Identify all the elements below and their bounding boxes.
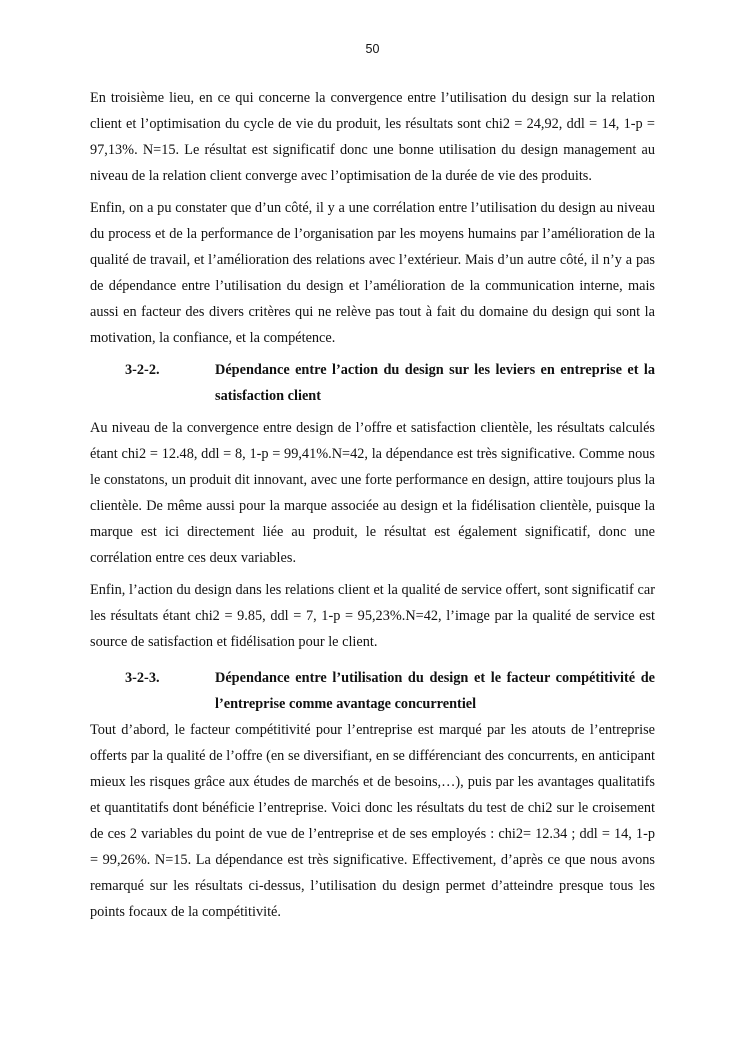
paragraph-competitiveness: Tout d’abord, le facteur compétitivité pour l’entreprise est marqué par les atouts de l’entreprise offerts par la qualité de l’offre (en se diversifiant, en se différenciant des concurrents, en anticipant mieux les risques grâce aux études de marchés et de besoins,…), puis par les avantages qualitatifs et quantitatifs dont bénéficie l’entreprise. Voici donc les résultats du test de chi2 sur le croisement de ces 2 variables du point de vue de l’entreprise et de ses employés : chi2= 12.34 ; ddl = 14, 1-p = 99,26%. N=15. La dépendance est très significative. Effectivement, d’après ce que nous avons remarqué sur les résultats ci-dessus, l’utilisation du design permet d’atteindre presque tous les points focaux de la compétitivité. — [90, 722, 655, 920]
section-heading-3-2-2 — [90, 357, 655, 409]
document-body — [90, 85, 655, 931]
section-number: 3-2-3. — [125, 670, 160, 686]
section-number: 3-2-2. — [125, 362, 160, 378]
section-heading-3-2-3 — [90, 665, 655, 717]
paragraph-service-quality: Enfin, l’action du design dans les relations client et la qualité de service offert, sont significatif car les résultats étant chi2 = 9.85, ddl = 7, 1-p = 95,23%.N=42, l’image par la qualité de service est source de satisfaction et fidélisation pour le client. — [90, 582, 655, 650]
section-title: Dépendance entre l’utilisation du design et le facteur compétitivité de l’entreprise comme avantage concurrentiel — [215, 670, 655, 712]
section-title: Dépendance entre l’action du design sur les leviers en entreprise et la satisfaction client — [215, 362, 655, 404]
page-number: 50 — [365, 42, 380, 56]
paragraph-process-correlation: Enfin, on a pu constater que d’un côté, il y a une corrélation entre l’utilisation du design au niveau du process et de la performance de l’organisation par les moyens humains par l’amélioration de la qualité de travail, et l’amélioration des relations avec l’extérieur. Mais d’un autre côté, il n’y a pas de dépendance entre l’utilisation du design et l’amélioration de la communication interne, mais aussi en facteur des divers critères qui ne relève pas tout à fait du domaine du design qui sont la motivation, la confiance, et la compétence. — [90, 200, 655, 346]
paragraph-chi2-client-relation: En troisième lieu, en ce qui concerne la convergence entre l’utilisation du design sur la relation client et l’optimisation du cycle de vie du produit, les résultats sont chi2 = 24,92, ddl = 14, 1-p = 97,13%. N=15. Le résultat est significatif donc une bonne utilisation du design management au niveau de la relation client converge avec l’optimisation de la durée de vie des produits. — [90, 90, 655, 184]
paragraph-offer-satisfaction: Au niveau de la convergence entre design de l’offre et satisfaction clientèle, les résultats calculés étant chi2 = 12.48, ddl = 8, 1-p = 99,41%.N=42, la dépendance est très significative. Comme nous le constatons, un produit dit innovant, avec une forte performance en design, attire toujours plus la clientèle. De même aussi pour la marque associée au design et la fidélisation clientèle, puisque la marque est ici directement liée au produit, le résultat est également significatif, donc une corrélation entre ces deux variables. — [90, 420, 655, 566]
